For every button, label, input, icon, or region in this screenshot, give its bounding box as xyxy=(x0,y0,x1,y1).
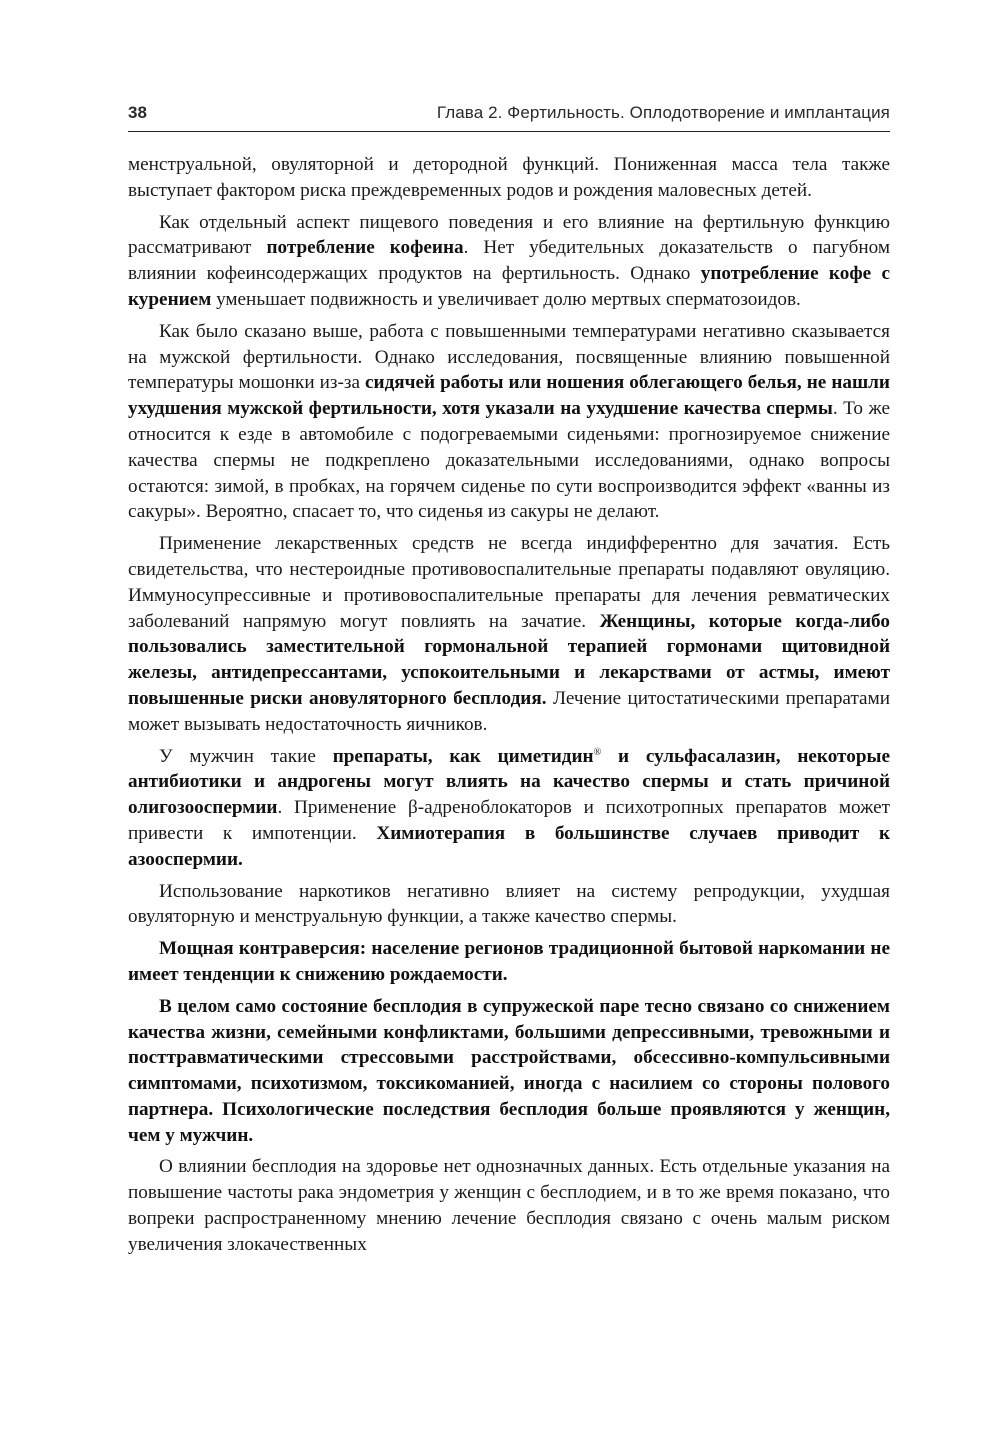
paragraph xyxy=(128,1154,890,1257)
bold-text: сидячей работы или ношения облегающего белья, не нашли ухудшения мужской фертильности, хотя указали на ухудшение качества спермы xyxy=(128,372,890,420)
header-rule xyxy=(128,131,890,132)
paragraph xyxy=(128,319,890,525)
bold-text: употребление кофе с курением xyxy=(128,263,890,310)
text-run: уменьшает подвижность и увеличивает долю мертвых сперматозоидов. xyxy=(211,288,801,310)
page-number: 38 xyxy=(128,103,147,122)
text-run: . Применение β-адреноблокаторов и психотропных препаратов может привести к импотенции. xyxy=(128,797,890,844)
text-run: . Нет убедительных доказательств о пагубном влиянии кофеинсодержащих продуктов на фертильность. Однако xyxy=(128,237,890,285)
text-run: . То же относится к езде в автомобиле с подогреваемыми сиденьями: прогнозируемое снижение качества спермы не подкреплено доказательными исследованиями, однако вопросы остаются: зимой, в пробках, на горячем сиденье по сути воспроизводится эффект «ванны из сакуры». Вероятно, спасает то, что сиденья из сакуры не делают. xyxy=(128,398,890,523)
bold-text: препараты, как циметидин xyxy=(332,745,594,767)
text-run: О влиянии бесплодия на здоровье нет однозначных данных. Есть отдельные указания на повышение частоты рака эндометрия у женщин с бесплодием, и в то же время показано, что вопреки распространенному мнению лечение бесплодия связано с очень малым риском увеличения злокачественных xyxy=(128,1156,890,1255)
running-head xyxy=(128,103,890,127)
paragraph xyxy=(128,531,890,737)
registered-mark: ® xyxy=(593,746,602,758)
text-run: Использование наркотиков негативно влияет на систему репродукции, ухудшая овуляторную и менструальную функции, а также качество спермы. xyxy=(128,880,890,928)
bold-text: Химиотерапия в большинстве случаев приводит к азооспермии. xyxy=(128,822,891,870)
text-run: Лечение цитостатическими препаратами может вызывать недостаточность яичников. xyxy=(128,687,890,735)
bold-text: В целом само состояние бесплодия в супружеской паре тесно связано со снижением качества жизни, семейными конфликтами, большими депрессивными, тревожными и посттравматическими стрессовыми расстройствами, обсессивно-компульсивными симптомами, психотизмом, токсикоманией, иногда с насилием со стороны полового партнера. Психологические последствия бесплодия больше проявляются у женщин, чем у мужчин. xyxy=(128,995,890,1146)
paragraph xyxy=(128,210,890,313)
bold-text: и сульфасалазин, некоторые антибиотики и андрогены могут влиять на качество спермы и стать причиной олигозооспермии xyxy=(128,745,890,819)
text-run: менструальной, овуляторной и детородной функций. Пониженная масса тела также выступает фактором риска преждевременных родов и рождения маловесных детей. xyxy=(128,154,890,201)
text-run: Как отдельный аспект пищевого поведения и его влияние на фертильную функцию рассматривают xyxy=(128,211,890,259)
paragraph xyxy=(128,152,890,204)
paragraph xyxy=(128,936,890,988)
bold-text: Женщины, которые когда-либо пользовались заместительной гормональной терапией гормонами щитовидной железы, антидепрессантами, успокоительными и лекарствами от астмы, имеют повышенные риски ановуляторного бесплодия. xyxy=(128,610,890,709)
paragraph xyxy=(128,879,890,931)
text-run: У мужчин такие xyxy=(159,745,333,767)
bold-text: потребление кофеина xyxy=(266,237,464,259)
bold-text: Мощная контраверсия: население регионов традиционной бытовой наркомании не имеет тенденции к снижению рождаемости. xyxy=(128,938,890,985)
text-run: Применение лекарственных средств не всегда индифферентно для зачатия. Есть свидетельства, что нестероидные противовоспалительные препараты подавляют овуляцию. Иммуносупрессивные и противовоспалительные препараты для лечения ревматических заболеваний напрямую могут повлиять на зачатие. xyxy=(128,533,890,632)
body-text xyxy=(128,152,890,1264)
paragraph xyxy=(128,744,890,873)
chapter-title: Глава 2. Фертильность. Оплодотворение и имплантация xyxy=(436,103,890,122)
paragraph xyxy=(128,994,890,1149)
text-run: Как было сказано выше, работа с повышенными температурами негативно сказывается на мужской фертильности. Однако исследования, посвященные влиянию повышенной температуры мошонки из-за xyxy=(128,320,890,394)
